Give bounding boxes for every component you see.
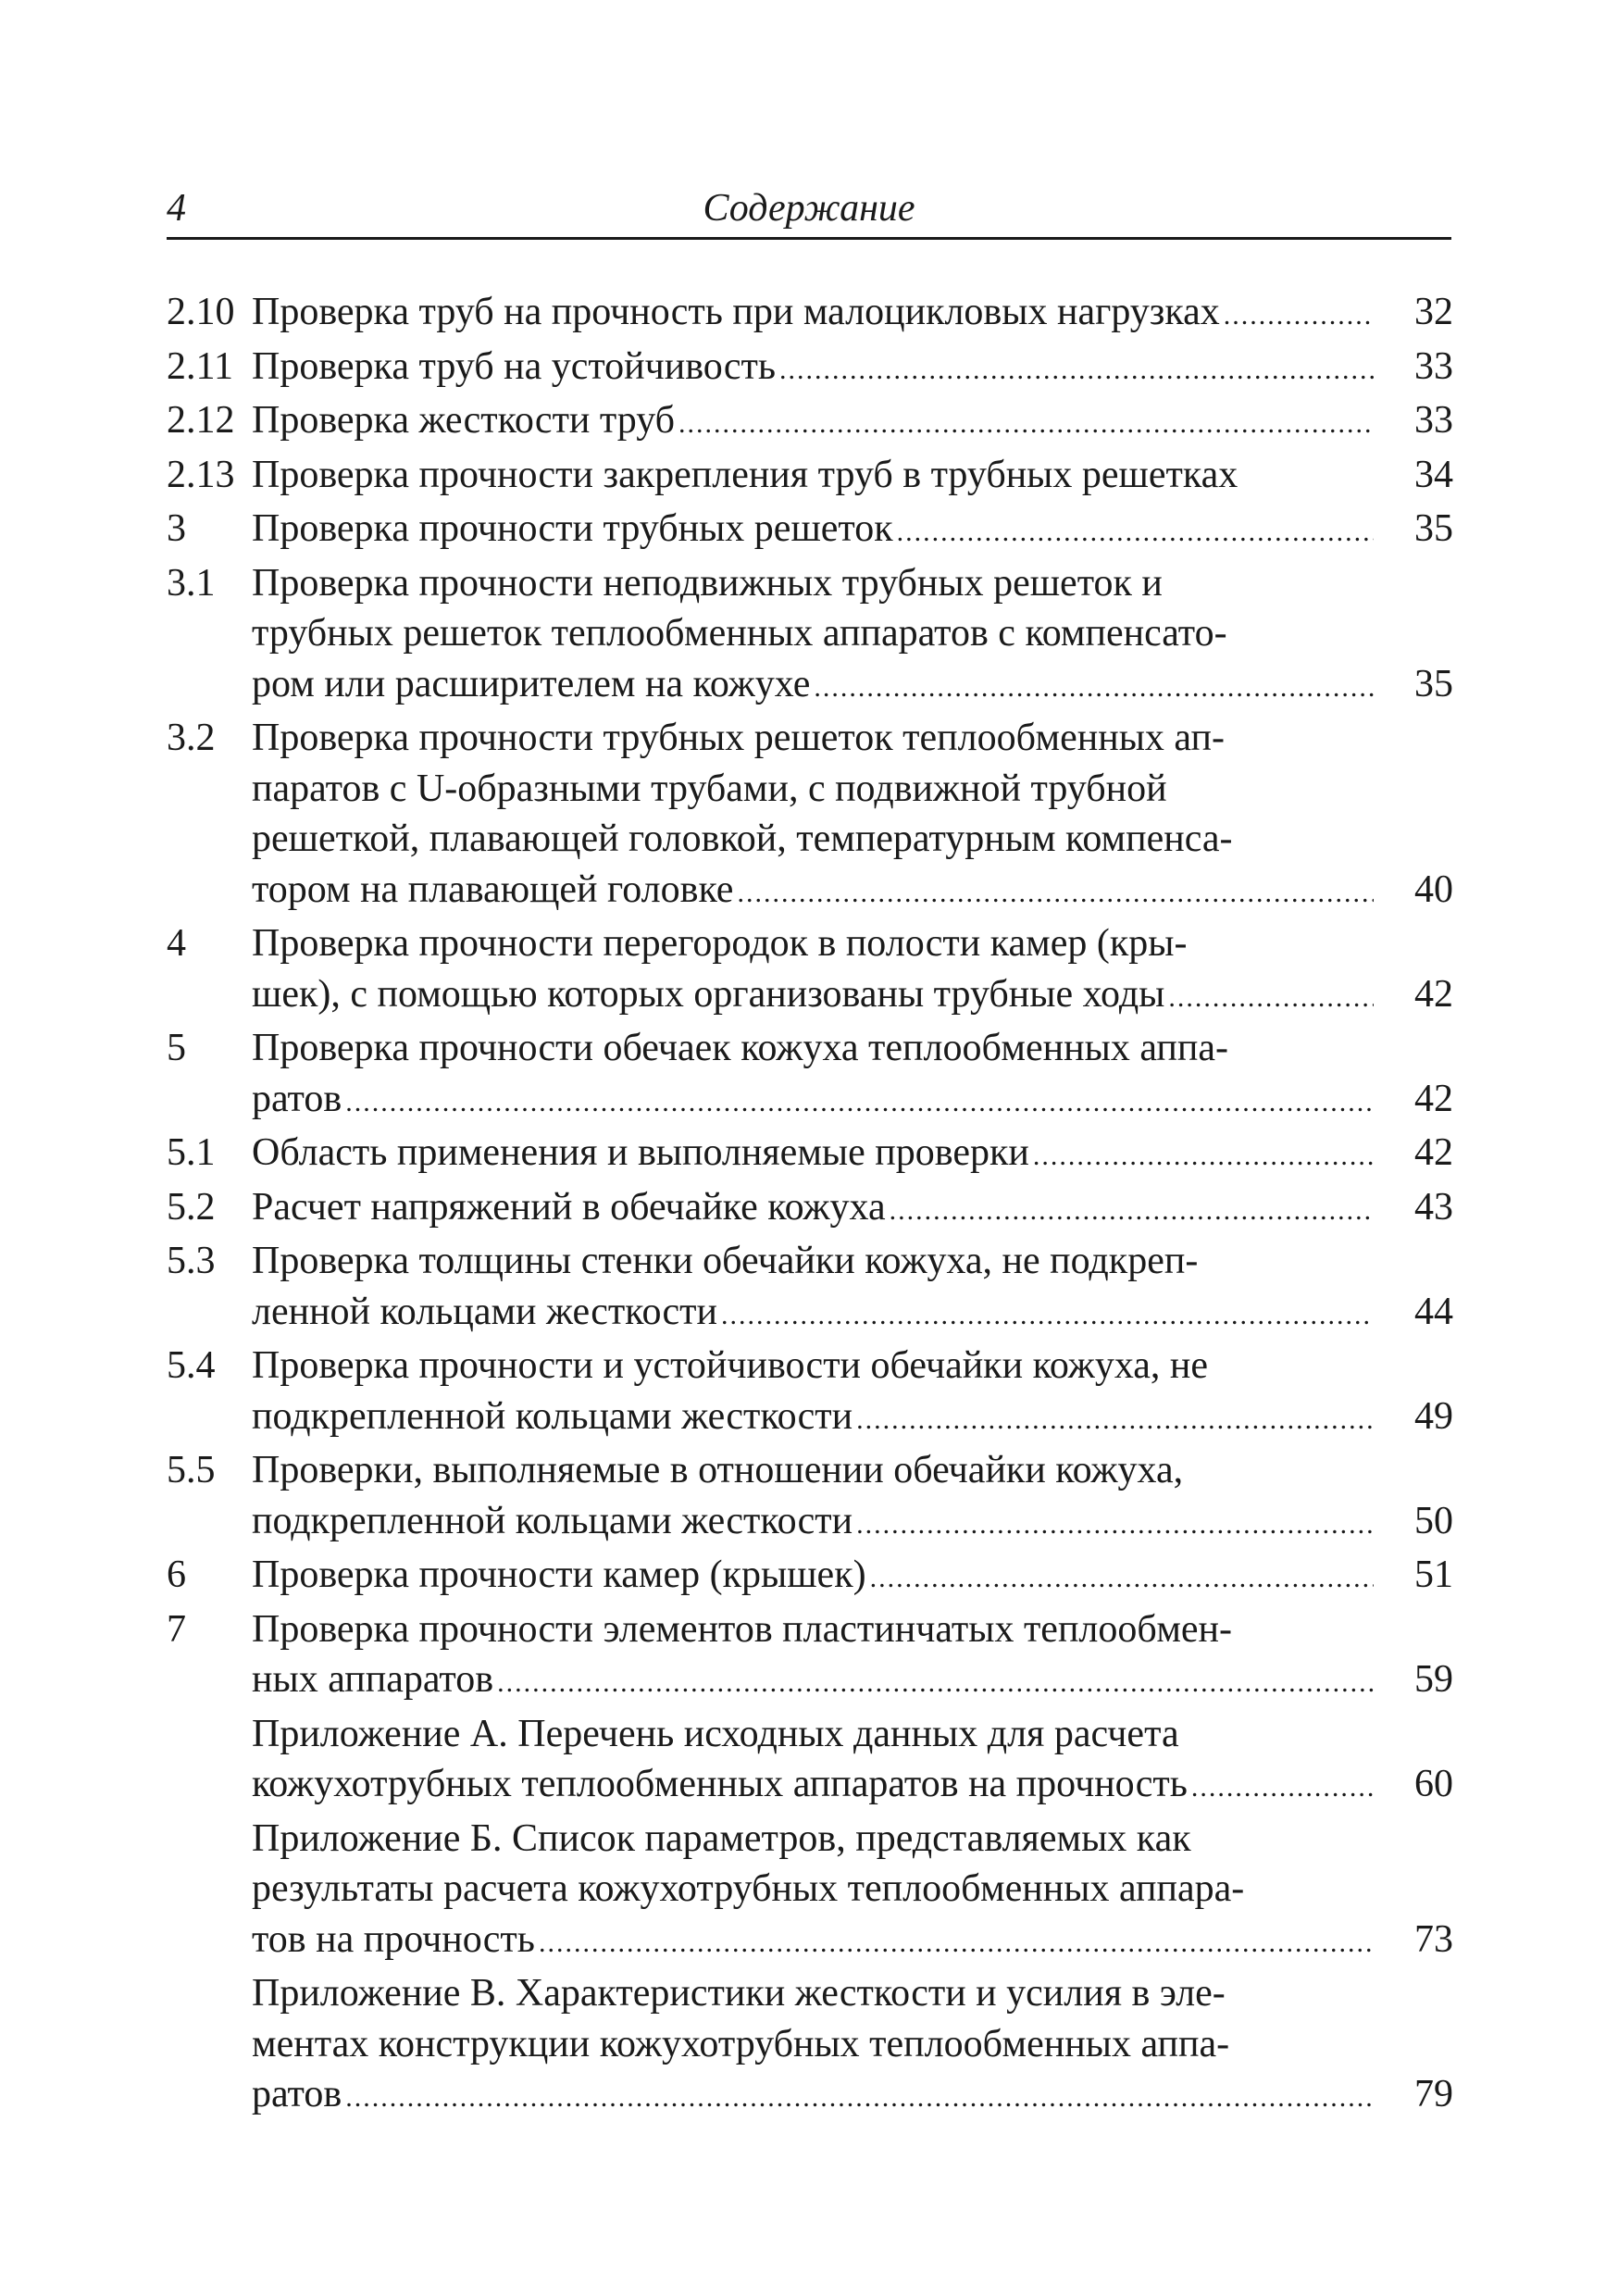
toc-entry-title-line: Приложение В. Характеристики жесткости и усилия в эле-: [252, 1972, 1226, 2015]
toc-entry[interactable]: [167, 1236, 1453, 1341]
toc-entry-last-line: [252, 1182, 1453, 1237]
toc-entry-last-line: [252, 504, 1453, 558]
toc-entry[interactable]: [167, 1128, 1453, 1182]
toc-entry[interactable]: [167, 1709, 1453, 1814]
toc-entry[interactable]: [167, 1550, 1453, 1604]
toc-entry-body: [252, 1968, 1453, 2124]
toc-entry-title-line: ленной кольцами жесткости: [252, 1290, 717, 1333]
dot-leader: [345, 2073, 1374, 2124]
toc-entry-title-line: Проверки, выполняемые в отношении обечайки кожуха,: [252, 1449, 1184, 1491]
toc-entry-title-line: Проверка прочности камер (крышек): [252, 1554, 866, 1596]
dot-leader: [856, 1395, 1374, 1446]
toc-entry-last-line: [252, 1287, 1453, 1341]
toc-entry-title-line: ром или расширителем на кожухе: [252, 662, 811, 705]
toc-entry-body: [252, 1341, 1453, 1445]
toc-entry-number: 7: [167, 1607, 186, 1651]
toc-entry-number: 5: [167, 1027, 186, 1069]
header-title: Содержание: [703, 187, 915, 230]
toc-entry-body: [252, 342, 1453, 396]
toc-entry-title-line: Проверка прочности элементов пластинчатых теплообмен-: [252, 1607, 1233, 1651]
toc-entry-title-line: Проверка прочности трубных решеток: [252, 507, 893, 550]
toc-entry-last-line: [252, 1496, 1453, 1551]
toc-entry-last-line: [252, 1128, 1453, 1182]
toc-entry-last-line: [252, 1550, 1453, 1604]
toc-entry-title-line: шек), с помощью которых организованы трубные ходы: [252, 972, 1165, 1016]
toc-entry-body: [252, 1182, 1453, 1237]
toc-entry-body: [252, 1236, 1453, 1341]
toc-entry-page: 73: [1414, 1917, 1453, 1961]
toc-entry-body: [252, 558, 1453, 714]
toc-entry-number: 5.4: [167, 1344, 216, 1387]
toc-entry-title-line: Расчет напряжений в обечайке кожуха: [252, 1185, 886, 1229]
toc-entry[interactable]: [167, 395, 1453, 450]
dot-leader: [870, 1554, 1374, 1604]
toc-entry[interactable]: [167, 558, 1453, 714]
toc-entry-number: 2.10: [167, 291, 235, 333]
dot-leader: [1168, 973, 1374, 1024]
toc-entry-number: 2.13: [167, 453, 235, 496]
toc-entry-body: [252, 1604, 1453, 1709]
toc-entry-page: 33: [1414, 344, 1453, 388]
toc-entry-body: [252, 450, 1453, 505]
running-head: [167, 185, 1451, 240]
table-of-contents: [167, 287, 1453, 2124]
toc-entry-page: 60: [1414, 1763, 1453, 1805]
toc-entry[interactable]: [167, 713, 1453, 918]
toc-entry-body: [252, 1023, 1453, 1128]
toc-entry-title-line: Проверка прочности трубных решеток теплообменных ап-: [252, 717, 1225, 759]
toc-entry-title-line: паратов с U-образными трубами, с подвижной трубной: [252, 767, 1167, 810]
toc-entry-title-line: Область применения и выполняемые проверки: [252, 1131, 1029, 1174]
toc-entry-page: 51: [1414, 1554, 1453, 1596]
toc-entry-last-line: [252, 1391, 1453, 1446]
dot-leader: [678, 399, 1374, 450]
toc-entry-page: 59: [1414, 1658, 1453, 1701]
toc-entry-body: [252, 504, 1453, 558]
toc-entry[interactable]: [167, 1023, 1453, 1128]
toc-entry[interactable]: [167, 918, 1453, 1023]
dot-leader: [779, 345, 1374, 396]
toc-entry[interactable]: [167, 1604, 1453, 1709]
toc-entry-last-line: [252, 865, 1453, 919]
toc-entry-body: [252, 918, 1453, 1023]
toc-entry-number: 6: [167, 1554, 186, 1596]
toc-entry-title-line: Проверка прочности неподвижных трубных решеток и: [252, 561, 1163, 605]
dot-leader: [539, 1918, 1374, 1969]
toc-entry-page: 43: [1414, 1185, 1453, 1229]
toc-entry-title-line: ных аппаратов: [252, 1658, 494, 1701]
toc-entry-page: 44: [1414, 1290, 1453, 1333]
toc-entry-last-line: [252, 1654, 1453, 1709]
toc-entry[interactable]: [167, 1341, 1453, 1445]
toc-entry-last-line: [252, 395, 1453, 450]
toc-entry-title-line: результаты расчета кожухотрубных теплообменных аппара-: [252, 1867, 1245, 1910]
toc-entry-last-line: [252, 1915, 1453, 1969]
toc-entry-last-line: [252, 287, 1453, 342]
toc-entry-page: 42: [1414, 972, 1453, 1016]
dot-leader: [890, 1186, 1374, 1237]
toc-entry-title-line: тором на плавающей головке: [252, 867, 734, 911]
dot-leader: [856, 1500, 1374, 1551]
toc-entry-title-line: Приложение А. Перечень исходных данных для расчета: [252, 1712, 1179, 1755]
toc-entry-body: [252, 1814, 1453, 1969]
toc-entry-body: [252, 1550, 1453, 1604]
toc-entry[interactable]: [167, 287, 1453, 342]
toc-entry-number: 3.2: [167, 717, 216, 759]
toc-entry-page: 42: [1414, 1077, 1453, 1120]
toc-entry-title-line: тов на прочность: [252, 1917, 535, 1961]
toc-entry-body: [252, 713, 1453, 918]
toc-entry-title-line: Приложение Б. Список параметров, представляемых как: [252, 1816, 1191, 1860]
toc-entry-last-line: [252, 450, 1453, 505]
dot-leader: [497, 1658, 1374, 1709]
toc-entry-number: 5.2: [167, 1185, 216, 1229]
toc-entry-number: 3: [167, 507, 186, 550]
toc-entry-title-line: подкрепленной кольцами жесткости: [252, 1394, 853, 1438]
toc-entry-body: [252, 1445, 1453, 1550]
toc-entry-last-line: [252, 969, 1453, 1024]
toc-entry-title-line: Проверка прочности и устойчивости обечайки кожуха, не: [252, 1344, 1209, 1387]
toc-entry-number: 3.1: [167, 561, 216, 605]
toc-entry-title-line: подкрепленной кольцами жесткости: [252, 1499, 853, 1542]
toc-entry-page: 50: [1414, 1499, 1453, 1542]
toc-entry-number: 5.1: [167, 1131, 216, 1174]
toc-entry-page: 35: [1414, 662, 1453, 705]
toc-entry-page: 35: [1414, 507, 1453, 550]
toc-entry-last-line: [252, 659, 1453, 714]
toc-entry-title-line: Проверка прочности закрепления труб в трубных решетках: [252, 453, 1238, 496]
toc-entry[interactable]: [167, 504, 1453, 558]
toc-entry-body: [252, 287, 1453, 342]
toc-entry-title-line: ратов: [252, 1077, 342, 1120]
toc-entry-page: 32: [1414, 291, 1453, 333]
toc-entry-page: 49: [1414, 1394, 1453, 1438]
dot-leader: [1191, 1763, 1374, 1814]
toc-entry-number: 5.3: [167, 1240, 216, 1282]
toc-entry-title-line: Проверка толщины стенки обечайки кожуха, не подкреп-: [252, 1240, 1199, 1282]
dot-leader: [1224, 291, 1374, 342]
toc-entry-title-line: решеткой, плавающей головкой, температурным компенса-: [252, 817, 1233, 860]
toc-entry-title-line: Проверка прочности перегородок в полости камер (кры-: [252, 922, 1188, 965]
toc-entry-page: 40: [1414, 867, 1453, 911]
dot-leader: [345, 1078, 1374, 1129]
dot-leader: [814, 663, 1374, 714]
dot-leader: [897, 507, 1374, 558]
toc-entry-title-line: ментах конструкции кожухотрубных теплообменных аппа-: [252, 2022, 1230, 2065]
toc-entry-title-line: ратов: [252, 2073, 342, 2115]
toc-entry[interactable]: [167, 1445, 1453, 1550]
toc-entry-number: 4: [167, 922, 186, 965]
page-number: 4: [167, 187, 186, 230]
dot-leader: [1033, 1131, 1374, 1182]
toc-entry-title-line: кожухотрубных теплообменных аппаратов на прочность: [252, 1763, 1188, 1805]
toc-entry-page: 33: [1414, 399, 1453, 442]
toc-entry-last-line: [252, 1759, 1453, 1814]
toc-entry-last-line: [252, 2069, 1453, 2124]
toc-entry[interactable]: [167, 450, 1453, 505]
dot-leader: [737, 868, 1374, 919]
dot-leader: [721, 1291, 1374, 1341]
toc-entry-number: 5.5: [167, 1449, 216, 1491]
toc-entry-title-line: Проверка труб на прочность при малоцикловых нагрузках: [252, 291, 1220, 333]
toc-entry-title-line: Проверка труб на устойчивость: [252, 344, 776, 388]
toc-entry[interactable]: [167, 1968, 1453, 2124]
toc-entry-page: 79: [1414, 2073, 1453, 2115]
toc-entry-title-line: трубных решеток теплообменных аппаратов с компенсато-: [252, 612, 1227, 655]
toc-entry[interactable]: [167, 1814, 1453, 1969]
toc-entry-body: [252, 395, 1453, 450]
toc-entry-title-line: Проверка прочности обечаек кожуха теплообменных аппа-: [252, 1027, 1228, 1069]
toc-entry-last-line: [252, 342, 1453, 396]
toc-entry-body: [252, 1128, 1453, 1182]
toc-entry-title-line: Проверка жесткости труб: [252, 399, 676, 442]
toc-entry-number: 2.11: [167, 344, 233, 388]
toc-entry[interactable]: [167, 342, 1453, 396]
toc-entry-last-line: [252, 1074, 1453, 1129]
toc-entry-page: 34: [1414, 453, 1453, 496]
toc-entry-page: 42: [1414, 1131, 1453, 1174]
toc-entry-number: 2.12: [167, 399, 235, 442]
toc-entry-body: [252, 1709, 1453, 1814]
toc-entry[interactable]: [167, 1182, 1453, 1237]
